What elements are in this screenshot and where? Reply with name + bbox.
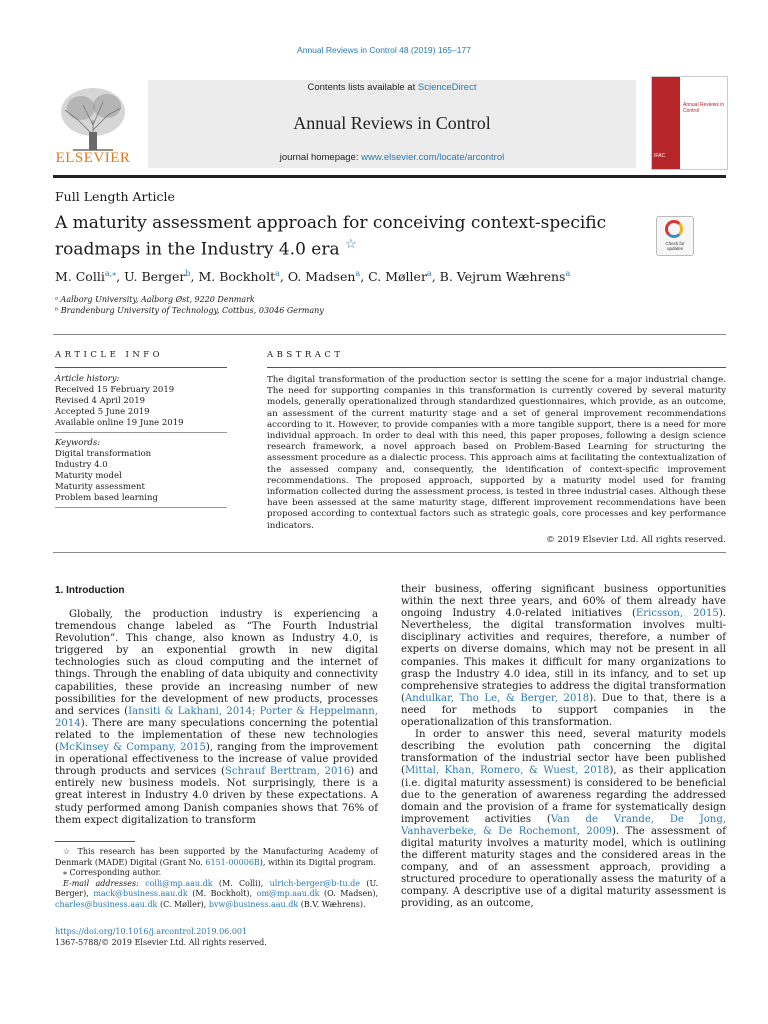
section-title: 1. Introduction — [55, 585, 125, 596]
contents-prefix: Contents lists available at — [307, 82, 418, 93]
journal-cover-thumbnail[interactable] — [651, 76, 728, 170]
author-affiliation-marker[interactable]: a — [565, 269, 571, 278]
author-name[interactable]: O. Madsen — [287, 269, 356, 285]
citation-link[interactable]: Andulkar, Tho Le, & Berger, 2018 — [404, 692, 590, 704]
affiliation-b: ᵇ Brandenburg University of Technology, Cottbus, 03046 Germany — [55, 306, 324, 315]
issn-line: 1367-5788/© 2019 Elsevier Ltd. All rights reserved. — [55, 937, 267, 947]
paragraph — [401, 584, 726, 729]
author-affiliation-marker[interactable]: a,⁎ — [104, 269, 117, 278]
citation-link[interactable]: charles@business.aau.dk — [55, 899, 158, 909]
journal-title: Annual Reviews in Control — [293, 113, 491, 133]
article-info-heading: ARTICLE INFO — [55, 350, 164, 360]
keywords-label: Keywords: — [55, 438, 101, 448]
paragraph — [401, 729, 726, 910]
citation-link[interactable]: ulrich-berger@b-tu.de — [269, 878, 361, 888]
body-column-right — [401, 584, 726, 911]
cover-ifac-logo: IFAC — [654, 153, 666, 159]
citation-link[interactable]: Iansiti & Lakhani, 2014; Porter & Heppelmann, 2014 — [55, 705, 378, 729]
corresponding-footnote: ⁎ Corresponding author. — [63, 868, 162, 877]
info-divider-bottom — [53, 552, 726, 553]
history-item: Available online 19 June 2019 — [55, 418, 184, 428]
author-affiliation-marker[interactable]: a — [275, 269, 280, 278]
citation-link[interactable]: Ericsson, 2015 — [635, 608, 719, 620]
keyword: Maturity assessment — [55, 482, 145, 492]
journal-citation[interactable]: Annual Reviews in Control 48 (2019) 165–177 — [297, 45, 471, 55]
citation-link[interactable]: Schrauf Berttram, 2016 — [224, 766, 351, 778]
footnote-rule — [55, 841, 135, 842]
keyword: Problem based learning — [55, 493, 158, 503]
author-affiliation-marker[interactable]: a — [355, 269, 361, 278]
email-footnote — [55, 879, 378, 911]
author-separator: , — [190, 269, 199, 285]
homepage-line — [148, 152, 636, 163]
author-separator: , — [360, 269, 369, 285]
text-run: (C. Møller), — [157, 899, 209, 909]
label-text: E-mail addresses: — [63, 878, 146, 888]
citation-link[interactable]: 6151-00006B — [205, 857, 260, 867]
author-affiliation-marker[interactable]: b — [185, 269, 191, 278]
citation-link[interactable]: bvw@business.aau.dk — [208, 899, 299, 909]
text-run: ), within its Digital program. — [259, 857, 376, 867]
abstract-text: The digital transformation of the production sector is setting the scene for a major industrial change. The need for supporting companies in this transformation is currently covered by several maturity models, generally operationalized through standardized questionnaires, which provide, as an outcome, an assessment of the current maturity stage and a set of general improvement recommendations according to it. However, to provide companies with a more tangible support, there is a need for more individual approach. In order to deal with this need, this paper proposes, following a design science research framework, a novel approach based on Problem-Based Learning for structuring the assessment procedure as a dialectic process. This approach aims at facilitating the contextualization of the assessed company and, consequently, the identification of context-specific improvement recommendations. The proposed approach, supported by a maturity model used for framing information collected during the assessment process, is tested in three industrial cases. Although these have been assessed at the same maturity stage, different improvement recommendations have been proposed according to contextual factors such as strategic goals, core processes and key performance indicators. — [267, 375, 726, 531]
keyword: Maturity model — [55, 471, 122, 481]
text-run: ). Nevertheless, the digital transformation involves multi-disciplinary activities and requires, therefore, a number of experts on diverse domains, which may not be present in all companies. This makes it difficult for many organizations to grasp the Industry 4.0 idea, still in its infancy, and to set up comprehensive strategies to address the digital transformation ( — [401, 608, 726, 704]
crossmark-icon — [665, 220, 683, 238]
author-separator: , — [116, 269, 125, 285]
keyword: Digital transformation — [55, 449, 152, 459]
text-run: ). There are many speculations concerning the potential related to the implementation of these new technologies ( — [55, 717, 378, 754]
history-rule — [55, 432, 227, 433]
citation-link[interactable]: colli@mp.aau.dk — [145, 878, 213, 888]
article-type: Full Length Article — [55, 189, 175, 204]
history-item: Revised 4 April 2019 — [55, 396, 146, 406]
citation-link[interactable]: mack@business.aau.dk — [93, 889, 188, 898]
funding-footnote — [55, 847, 378, 868]
keywords-block — [55, 438, 227, 504]
keyword: Industry 4.0 — [55, 460, 108, 470]
author-name[interactable]: U. Berger — [124, 269, 186, 285]
article-title — [55, 212, 615, 261]
paragraph — [55, 609, 378, 827]
author-name[interactable]: B. Vejrum Wæhrens — [439, 269, 566, 285]
citation-link[interactable]: Mittal, Khan, Romero, & Wuest, 2018 — [404, 765, 610, 777]
text-run: In order to answer this need, several maturity models describing the evolution path concerning the digital transformation of the industrial sector have been published ( — [401, 729, 726, 777]
text-run: Globally, the production industry is experiencing a tremendous change labeled as “The Fourth Industrial Revolution”. This change, also known as Industry 4.0, is triggered by an exponential growth in new digital technologies such as cloud computing and the internet of things. Through the enabling of data ubiquity and connectivity capabilities, these provide an increasing number of new possibilities for the development of new products, processes and services ( — [55, 609, 378, 717]
text-run: ), ranging from the improvement in operational effectiveness to the increase of value provided through products and services ( — [55, 742, 378, 778]
author-name[interactable]: M. Colli — [55, 269, 105, 285]
abstract-heading: ABSTRACT — [267, 350, 344, 360]
check-for-updates-button[interactable] — [656, 216, 694, 256]
sciencedirect-link[interactable]: ScienceDirect — [417, 82, 477, 93]
cover-title: Annual Reviews in Control — [683, 102, 725, 114]
body-column-left — [55, 609, 378, 827]
article-history — [55, 374, 227, 429]
contents-line — [148, 82, 636, 93]
text-run: ). The assessment of digital maturity involves a maturity model, which is outlining the different maturity stages and the considered areas in the company, and of an assessment approach, providing a structured procedure to operationally assess the maturity of a company. A descriptive use of a digital maturity assessment is providing, as an outcome, — [401, 825, 726, 910]
author-affiliation-marker[interactable]: a — [426, 269, 432, 278]
history-label: Article history: — [55, 374, 120, 384]
affiliation-a: ᵃ Aalborg University, Aalborg Øst, 9220 Denmark — [55, 295, 255, 304]
article-info-rule — [55, 367, 227, 368]
text-run: (M. Colli), — [212, 878, 270, 888]
citation-link[interactable]: om@mp.aau.dk — [256, 889, 320, 898]
homepage-prefix: journal homepage: — [279, 152, 362, 163]
article-title-text: A maturity assessment approach for conceiving context-specific roadmaps in the Industry 4.0 era — [55, 213, 607, 260]
text-run: (M. Bockholt), — [187, 889, 257, 898]
info-divider-top — [53, 334, 726, 335]
header-divider — [53, 175, 726, 178]
doi-link[interactable]: https://doi.org/10.1016/j.arcontrol.2019.06.001 — [55, 927, 248, 936]
author-name[interactable]: M. Bockholt — [198, 269, 276, 285]
citation-link[interactable]: Van de Vrande, De Jong, Vanhaverbeke, & De Rochemont, 2009 — [401, 813, 726, 837]
text-run: ). Due to that, there is a need for methods to support companies in the operationalization of this transformation. — [401, 692, 726, 729]
text-run: ☆ This research has been supported by the Manufacturing Academy of Denmark (MADE) Digital (Grant No. — [55, 847, 378, 867]
author-separator: , — [279, 269, 288, 285]
citation-link[interactable]: McKinsey & Company, 2015 — [58, 742, 206, 754]
homepage-link[interactable]: www.elsevier.com/locate/arcontrol — [361, 152, 505, 163]
title-footnote-star-icon[interactable]: ☆ — [345, 237, 357, 252]
author-separator: , — [431, 269, 440, 285]
doi-block — [55, 927, 267, 948]
abstract-copyright: © 2019 Elsevier Ltd. All rights reserved. — [546, 535, 726, 545]
text-run: (U. Berger), — [55, 878, 378, 898]
history-item: Received 15 February 2019 — [55, 385, 175, 395]
text-run: (O. Madsen), — [319, 889, 379, 898]
text-run: ), as their application (i.e. digital maturity assessment) is considered to be beneficial due to the generation of awareness regarding the addressed domain and the provision of a frame for systematically design improvement activities ( — [401, 765, 726, 825]
keywords-rule — [55, 507, 227, 508]
text-run: (B.V. Wæhrens). — [298, 899, 366, 909]
abstract-rule — [267, 367, 726, 368]
text-run: their business, offering significant business opportunities within the next three years, and 60% of them already have ongoing Industry 4.0-related initiatives ( — [401, 584, 726, 620]
text-run: ) and entirely new business models. Not surprisingly, there is a great interest in Industry 4.0 driven by these expectations. A study performed among Danish companies shows that 76% of them expect digitalization to transform — [55, 766, 378, 826]
history-item: Accepted 5 June 2019 — [55, 407, 150, 417]
elsevier-wordmark: ELSEVIER — [55, 150, 131, 166]
footnotes — [55, 847, 378, 910]
author-name[interactable]: C. Møller — [368, 269, 427, 285]
author-list — [55, 269, 570, 284]
crossmark-label: Check for updates — [665, 241, 685, 251]
